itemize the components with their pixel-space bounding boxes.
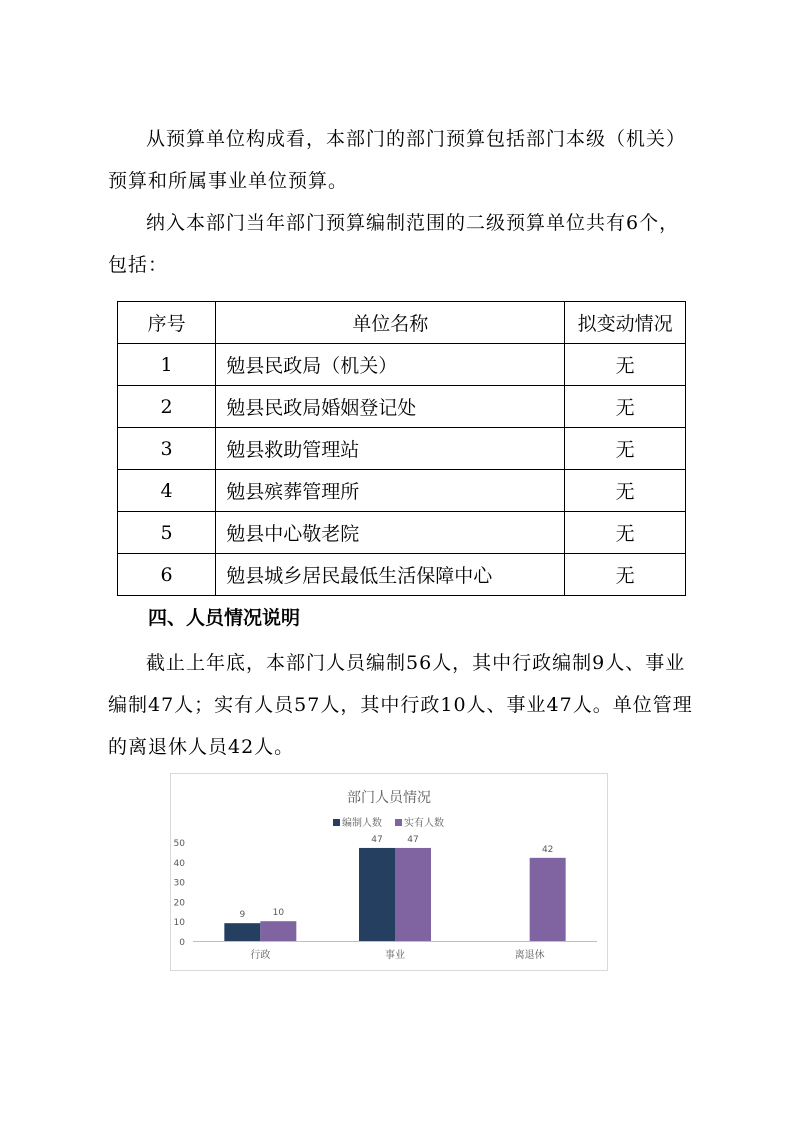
x-tick-label: 行政	[250, 950, 271, 961]
paragraph-budget-composition: 从预算单位构成看，本部门的部门预算包括部门本级（机关）预算和所属事业单位预算。	[108, 128, 687, 192]
legend-swatch-1	[333, 819, 340, 826]
header-unit-name: 单位名称	[216, 302, 565, 344]
y-tick-label: 30	[173, 878, 185, 889]
legend-label-1: 编制人数	[342, 818, 382, 829]
data-label-1-2: 47	[371, 834, 383, 845]
header-change: 拟变动情况	[565, 302, 686, 344]
bar-2-3	[530, 858, 566, 941]
table-header-row	[118, 302, 686, 344]
cell-unit-name: 勉县救助管理站	[216, 428, 565, 470]
bar-2-2	[395, 848, 431, 941]
data-label-2-2: 47	[407, 834, 419, 845]
cell-unit-name: 勉县民政局（机关）	[216, 344, 565, 386]
cell-no: 6	[118, 554, 216, 596]
legend-swatch-2	[395, 819, 402, 826]
cell-change: 无	[565, 470, 686, 512]
table-row	[118, 344, 686, 386]
table-row	[118, 512, 686, 554]
paragraph-staffing: 截止上年底，本部门人员编制56人，其中行政编制9人、事业编制47人；实有人员57人，其中行政10人、事业47人。单位管理的离退休人员42人。	[108, 652, 693, 758]
cell-unit-name: 勉县城乡居民最低生活保障中心	[216, 554, 565, 596]
y-tick-label: 10	[173, 918, 185, 929]
cell-change: 无	[565, 344, 686, 386]
cell-no: 5	[118, 512, 216, 554]
cell-change: 无	[565, 512, 686, 554]
table-row	[118, 386, 686, 428]
cell-no: 2	[118, 386, 216, 428]
data-label-2-3: 42	[541, 844, 554, 855]
table-row	[118, 470, 686, 512]
cell-change: 无	[565, 428, 686, 470]
cell-change: 无	[565, 386, 686, 428]
x-tick-label: 事业	[385, 950, 405, 961]
data-label-2-1: 10	[272, 908, 285, 919]
cell-unit-name: 勉县中心敬老院	[216, 512, 565, 554]
table-row	[118, 428, 686, 470]
section-heading: 四、人员情况说明	[148, 607, 301, 629]
table-row	[118, 554, 686, 596]
cell-unit-name: 勉县民政局婚姻登记处	[216, 386, 565, 428]
staff-chart-svg	[171, 774, 607, 970]
bar-2-1	[260, 921, 296, 941]
y-tick-label: 20	[173, 898, 185, 909]
x-tick-label: 离退休	[514, 950, 545, 961]
chart-title: 部门人员情况	[347, 790, 431, 806]
y-tick-label: 0	[179, 938, 185, 948]
data-label-1-1: 9	[239, 910, 246, 921]
y-tick-label: 40	[173, 858, 185, 869]
header-no: 序号	[118, 302, 216, 344]
staff-chart	[170, 773, 608, 971]
cell-no: 1	[118, 344, 216, 386]
units-table	[117, 301, 686, 596]
bar-1-2	[359, 848, 395, 941]
cell-unit-name: 勉县殡葬管理所	[216, 470, 565, 512]
legend-label-2: 实有人数	[404, 818, 444, 829]
cell-no: 3	[118, 428, 216, 470]
y-tick-label: 50	[173, 839, 185, 849]
cell-change: 无	[565, 554, 686, 596]
bar-1-1	[224, 923, 260, 941]
cell-no: 4	[118, 470, 216, 512]
paragraph-units-intro: 纳入本部门当年部门预算编制范围的二级预算单位共有6个，包括：	[108, 212, 680, 276]
